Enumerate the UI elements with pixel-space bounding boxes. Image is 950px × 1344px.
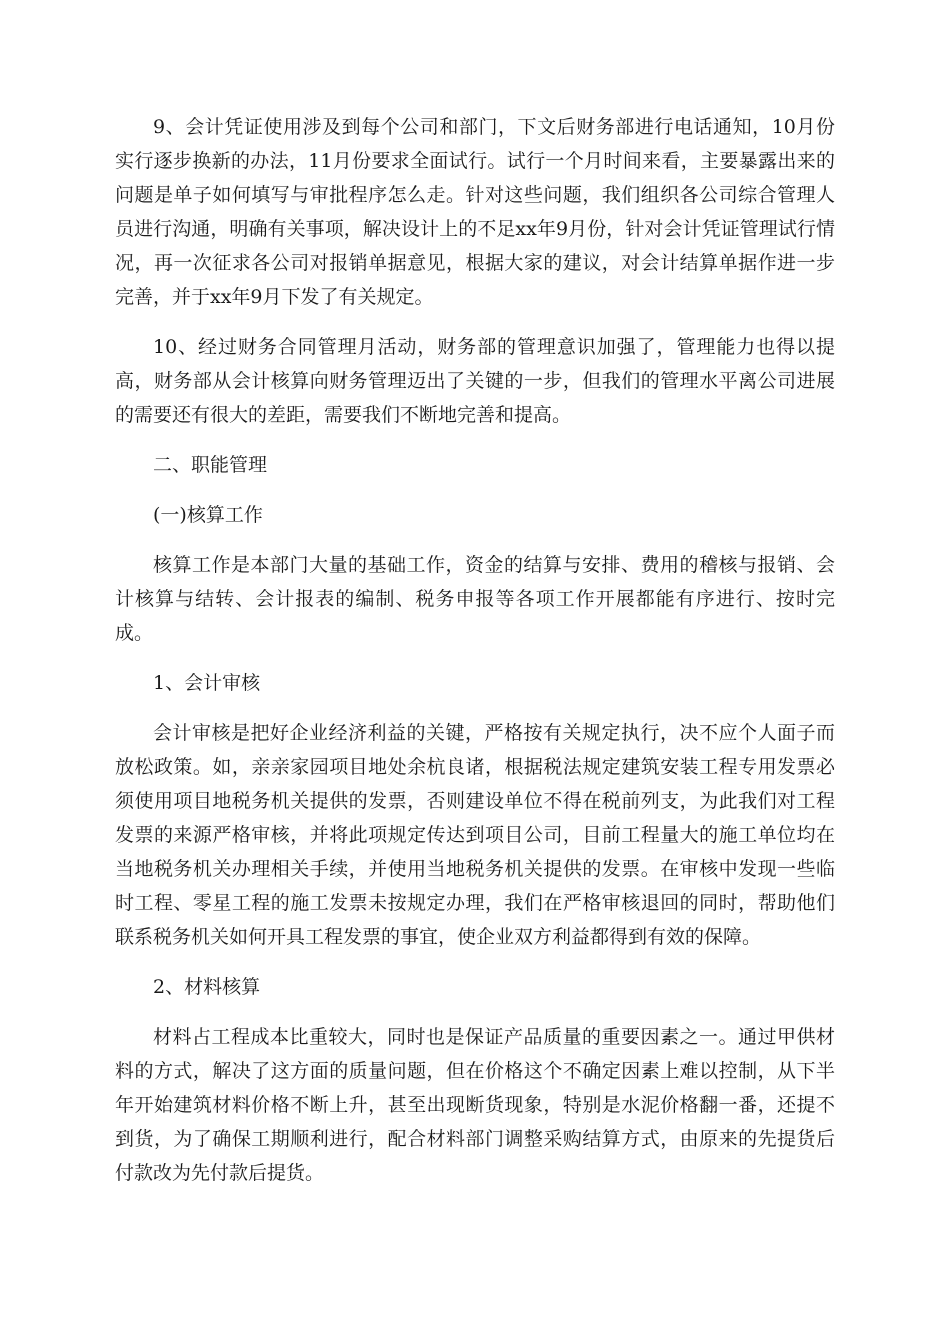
document-body bbox=[115, 110, 835, 1206]
subsection-heading-accounting-work: (一)核算工作 bbox=[153, 504, 263, 526]
paragraph-item-10: 10、经过财务合同管理月活动，财务部的管理意识加强了，管理能力也得以提高，财务部从会计核算向财务管理迈出了关键的一步，但我们的管理水平离公司进展的需要还有很大的差距，需要我们不断地完善和提高。 bbox=[115, 336, 835, 426]
item-heading-material-accounting: 2、材料核算 bbox=[153, 976, 261, 998]
item-heading-accounting-audit: 1、会计审核 bbox=[153, 672, 261, 694]
paragraph-accounting-audit: 会计审核是把好企业经济利益的关键，严格按有关规定执行，决不应个人面子而放松政策。如，亲亲家园项目地处余杭良诸，根据税法规定建筑安装工程专用发票必须使用项目地税务机关提供的发票，否则建设单位不得在税前列支，为此我们对工程发票的来源严格审核，并将此项规定传达到项目公司，目前工程量大的施工单位均在当地税务机关办理相关手续，并使用当地税务机关提供的发票。在审核中发现一些临时工程、零星工程的施工发票未按规定办理，我们在严格审核退回的同时，帮助他们联系税务机关如何开具工程发票的事宜，使企业双方利益都得到有效的保障。 bbox=[115, 722, 835, 948]
paragraph-accounting-work: 核算工作是本部门大量的基础工作，资金的结算与安排、费用的稽核与报销、会计核算与结转、会计报表的编制、税务申报等各项工作开展都能有序进行、按时完成。 bbox=[115, 554, 835, 644]
paragraph-material-accounting: 材料占工程成本比重较大，同时也是保证产品质量的重要因素之一。通过甲供材料的方式，解决了这方面的质量问题，但在价格这个不确定因素上难以控制，从下半年开始建筑材料价格不断上升，甚至出现断货现象，特别是水泥价格翻一番，还提不到货，为了确保工期顺利进行，配合材料部门调整采购结算方式，由原来的先提货后付款改为先付款后提货。 bbox=[115, 1026, 835, 1184]
paragraph-item-9: 9、会计凭证使用涉及到每个公司和部门，下文后财务部进行电话通知，10月份实行逐步换新的办法，11月份要求全面试行。试行一个月时间来看，主要暴露出来的问题是单子如何填写与审批程序怎么走。针对这些问题，我们组织各公司综合管理人员进行沟通，明确有关事项，解决设计上的不足xx年9月份，针对会计凭证管理试行情况，再一次征求各公司对报销单据意见，根据大家的建议，对会计结算单据作进一步完善，并于xx年9月下发了有关规定。 bbox=[115, 116, 835, 308]
section-heading-functional-management: 二、职能管理 bbox=[153, 454, 268, 476]
